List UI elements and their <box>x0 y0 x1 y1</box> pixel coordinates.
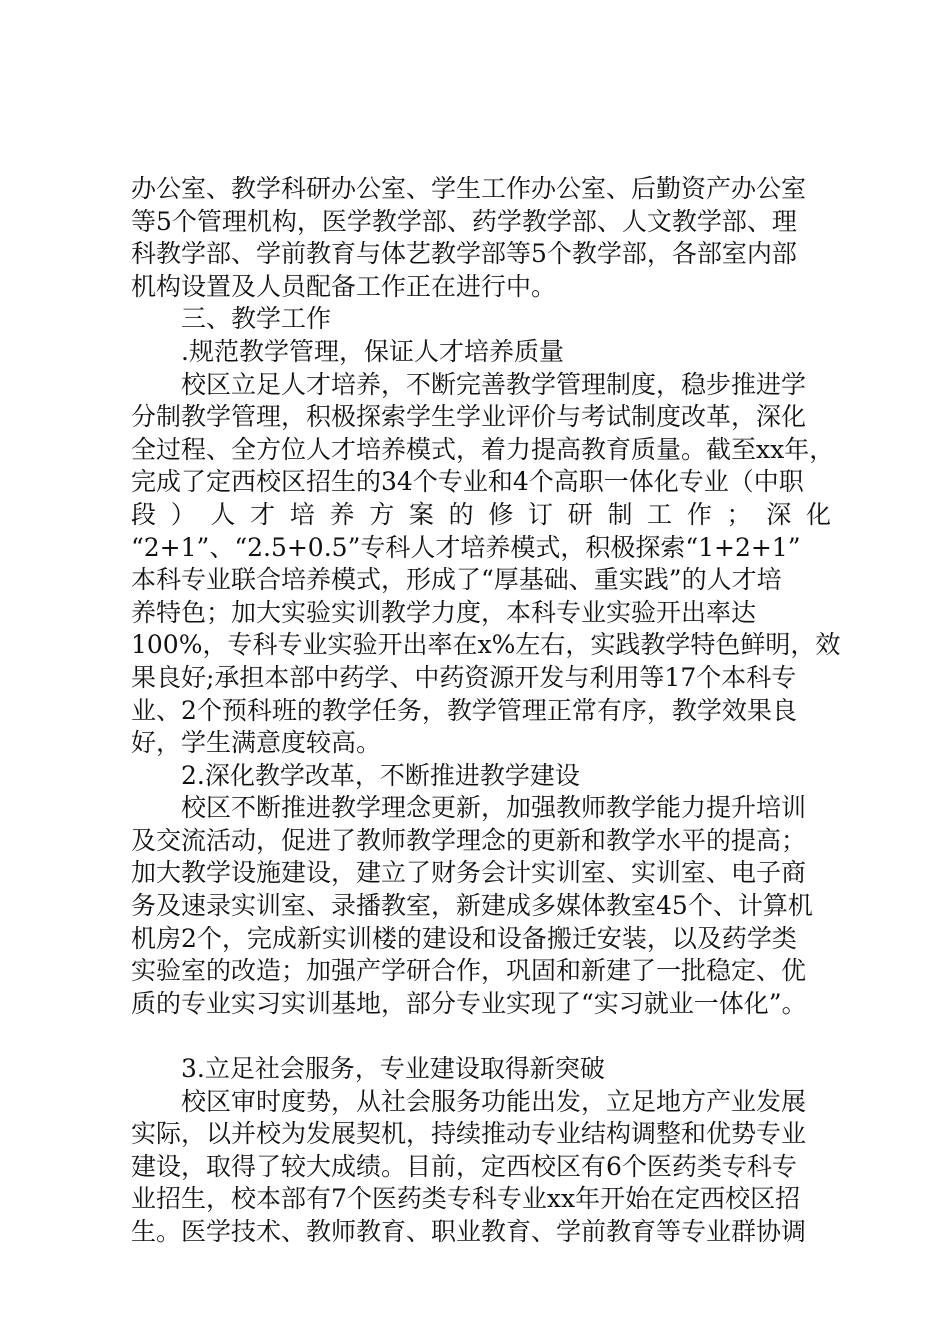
text-line: 加大教学设施建设，建立了财务会计实训室、实训室、电子商 <box>131 858 807 888</box>
text-char: 养 <box>329 499 355 529</box>
text-line: 机构设置及人员配备工作正在进行中。 <box>131 271 557 301</box>
document-body <box>131 173 841 1249</box>
justified-text-line <box>131 499 831 532</box>
subsection-heading: 3.立足社会服务，专业建设取得新突破 <box>181 1054 605 1084</box>
text-char: 方 <box>369 499 395 529</box>
text-char: 化 <box>805 499 831 529</box>
text-line: 校区审时度势，从社会服务功能出发，立足地方产业发展 <box>181 1086 807 1116</box>
text-char: 制 <box>607 499 633 529</box>
text-char: 作 <box>686 499 712 529</box>
text-line: 100%，专科专业实验开出率在x%左右，实践教学特色鲜明，效 <box>131 630 841 660</box>
text-char: 人 <box>210 499 236 529</box>
text-line: 本科专业联合培养模式，形成了“厚基础、重实践”的人才培 <box>131 565 782 595</box>
text-char: 的 <box>448 499 474 529</box>
text-line: 实际，以并校为发展契机，持续推动专业结构调整和优势专业 <box>131 1119 807 1149</box>
text-char: 深 <box>766 499 792 529</box>
text-line: 生。医学技术、教师教育、职业教育、学前教育等专业群协调 <box>131 1217 807 1246</box>
text-line: 业招生，校本部有7个医药类专科专业xx年开始在定西校区招 <box>131 1184 801 1214</box>
text-char: 修 <box>488 499 514 529</box>
text-line: 全过程、全方位人才培养模式，着力提高教育质量。截至xx年， <box>131 434 835 464</box>
text-line: 等5个管理机构，医学教学部、药学教学部、人文教学部、理 <box>131 206 797 236</box>
text-line: 科教学部、学前教育与体艺教学部等5个教学部，各部室内部 <box>131 239 797 269</box>
paragraph-gap <box>131 1020 831 1053</box>
text-char: ） <box>170 499 196 529</box>
text-line: “2+1”、“2.5+0.5”专科人才培养模式，积极探索“1+2+1” <box>131 532 801 562</box>
text-line: 办公室、教学科研办公室、学生工作办公室、后勤资产办公室 <box>131 174 807 203</box>
text-char: 培 <box>289 499 315 529</box>
text-line: 业、2个预科班的教学任务，教学管理正常有序，教学效果良 <box>131 695 797 725</box>
text-line: 机房2个，完成新实训楼的建设和设备搬迁安装，以及药学类 <box>131 923 797 953</box>
subsection-heading: 2.深化教学改革，不断推进教学建设 <box>181 760 580 790</box>
text-line: 校区立足人才培养，不断完善教学管理制度，稳步推进学 <box>181 369 807 399</box>
text-line: 分制教学管理，积极探索学生学业评价与考试制度改革，深化 <box>131 402 807 432</box>
text-char: 段 <box>131 499 157 529</box>
text-line: 务及速录实训室、录播教室，新建成多媒体教室45个、计算机 <box>131 891 813 921</box>
text-char: 订 <box>528 499 554 529</box>
text-line: 养特色；加大实验实训教学力度，本科专业实验开出率达 <box>131 597 757 627</box>
text-line: 校区不断推进教学理念更新，加强教师教学能力提升培训 <box>181 793 807 823</box>
text-line: 质的专业实习实训基地，部分专业实现了“实习就业一体化”。 <box>131 988 807 1018</box>
text-char: 案 <box>408 499 434 529</box>
text-line: 建设，取得了较大成绩。目前，定西校区有6个医药类专科专 <box>131 1151 797 1181</box>
text-line: 及交流活动，促进了教师教学理念的更新和教学水平的提高； <box>131 825 807 855</box>
text-char: 研 <box>567 499 593 529</box>
text-char: ； <box>726 499 752 529</box>
text-line: 完成了定西校区招生的34个专业和4个高职一体化专业（中职 <box>131 467 804 497</box>
text-line: 好，学生满意度较高。 <box>131 728 382 758</box>
text-line: 实验室的改造；加强产学研合作，巩固和新建了一批稳定、优 <box>131 956 807 986</box>
section-heading: 三、教学工作 <box>181 304 332 334</box>
subsection-heading: .规范教学管理，保证人才培养质量 <box>181 336 564 366</box>
text-char: 工 <box>647 499 673 529</box>
text-char: 才 <box>250 499 276 529</box>
text-line: 果良好;承担本部中药学、中药资源开发与利用等17个本科专 <box>131 662 797 692</box>
